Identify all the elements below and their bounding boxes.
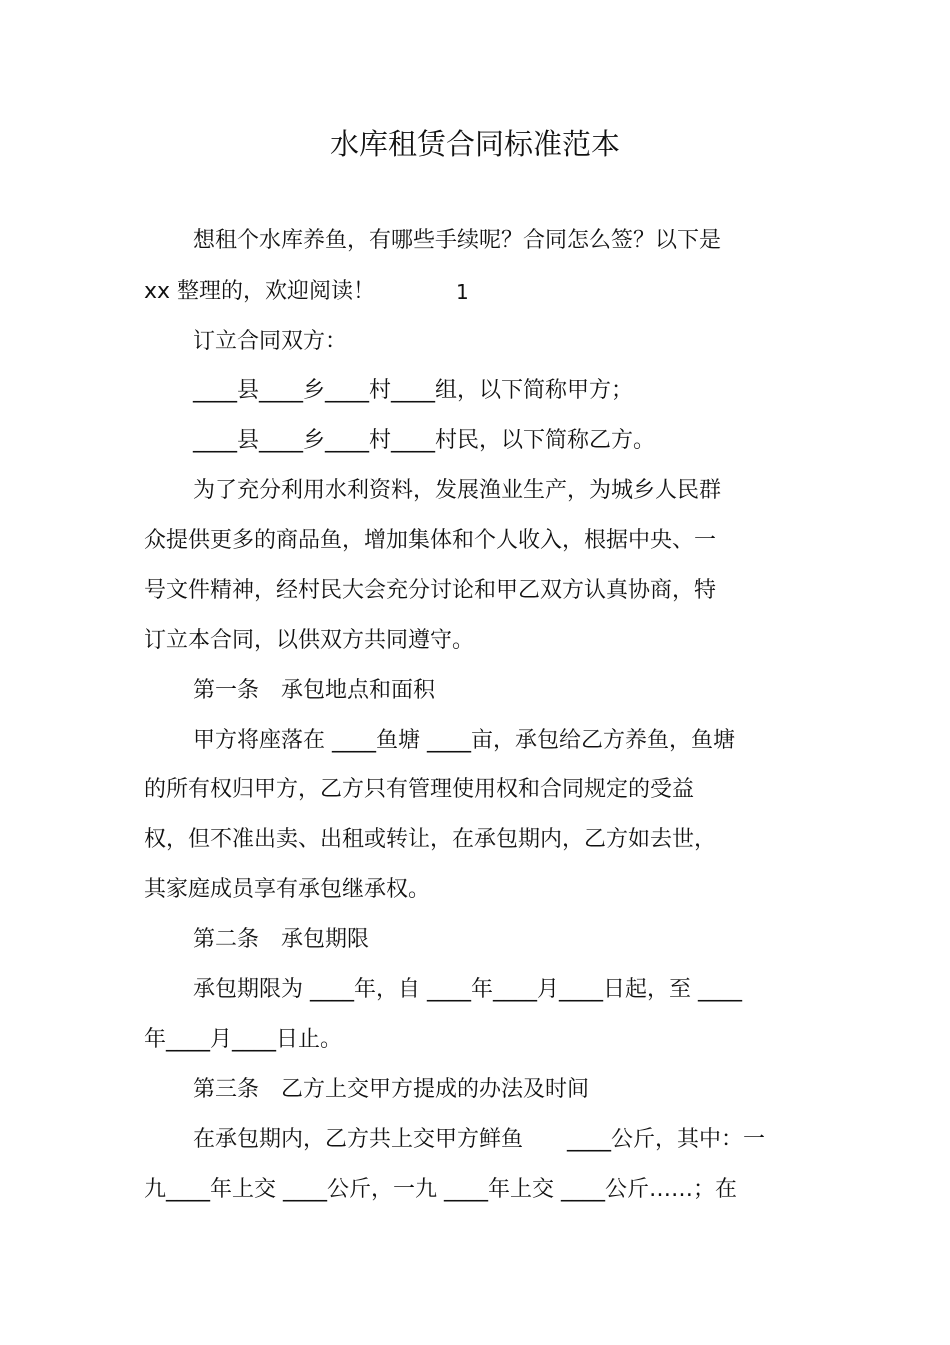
paragraph-line: 年____月____日止。 xyxy=(144,1027,343,1052)
paragraph-line: 在承包期内，乙方共上交甲方鲜鱼 ____公斤，其中：一 xyxy=(193,1127,766,1152)
paragraph-line: 订立本合同，以供双方共同遵守。 xyxy=(144,628,475,653)
paragraph-line: 权，但不准出卖、出租或转让，在承包期内，乙方如去世， xyxy=(144,827,717,852)
paragraph-line: ____县____乡____村____组，以下简称甲方； xyxy=(193,378,634,403)
paragraph-line: 的所有权归甲方，乙方只有管理使用权和合同规定的受益 xyxy=(144,777,695,802)
document-title: 水库租赁合同标准范本 xyxy=(329,127,620,161)
paragraph-line: 为了充分利用水利资料，发展渔业生产，为城乡人民群 xyxy=(193,478,722,503)
page-number: 1 xyxy=(456,280,469,304)
paragraph-line: ____县____乡____村____村民，以下简称乙方。 xyxy=(193,428,656,453)
paragraph-line: xx 整理的，欢迎阅读！ xyxy=(144,279,376,304)
section-heading: 第二条 承包期限 xyxy=(193,927,370,952)
paragraph-line: 订立合同双方： xyxy=(193,329,348,354)
paragraph-line: 承包期限为 ____年，自 ____年____月____日起，至 ____ xyxy=(193,977,742,1002)
section-heading: 第三条 乙方上交甲方提成的办法及时间 xyxy=(193,1077,590,1102)
paragraph-line: 九____年上交 ____公斤，一九 ____年上交 ____公斤……；在 xyxy=(144,1177,737,1202)
paragraph-line: 想租个水库养鱼，有哪些手续呢？合同怎么签？以下是 xyxy=(193,228,722,253)
paragraph-line: 众提供更多的商品鱼，增加集体和个人收入，根据中央、一 xyxy=(144,528,717,553)
paragraph-line: 甲方将座落在 ____鱼塘 ____亩，承包给乙方养鱼，鱼塘 xyxy=(193,728,735,753)
paragraph-line: 号文件精神，经村民大会充分讨论和甲乙双方认真协商，特 xyxy=(144,578,717,603)
paragraph-line: 其家庭成员享有承包继承权。 xyxy=(144,877,431,902)
section-heading: 第一条 承包地点和面积 xyxy=(193,678,436,703)
